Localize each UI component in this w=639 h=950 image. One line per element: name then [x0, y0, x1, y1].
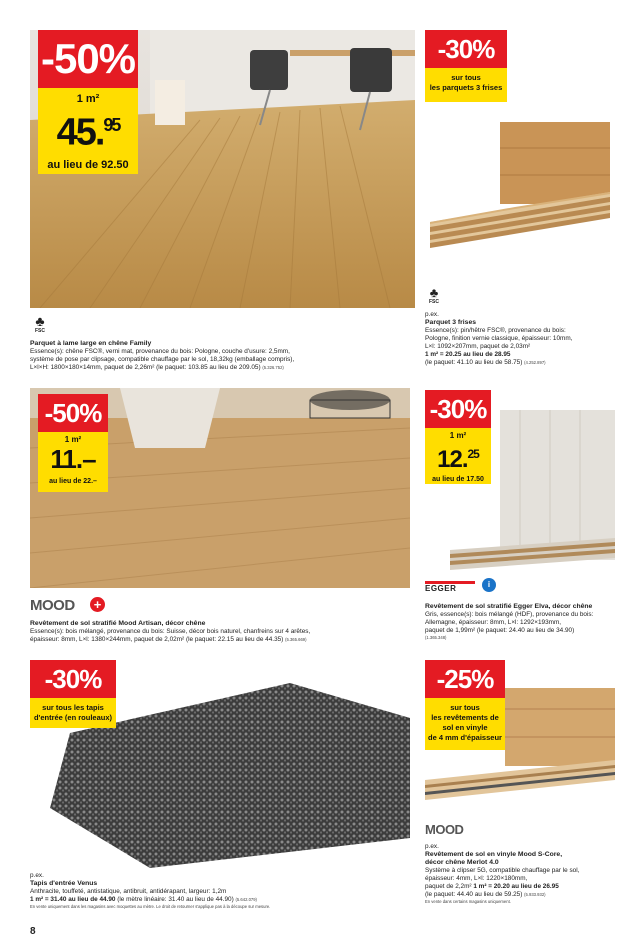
product-line: épaisseur: 8mm, L×l: 1380×244mm, paquet de 2,02m² (le paquet: 22.15 au lieu de 44.35): [30, 636, 284, 643]
mood-s-core-description: [425, 843, 630, 905]
price-line-rest: (le mètre linéaire: 31.40 au lieu de 44.90): [115, 896, 234, 903]
banner-line: sur tous: [451, 73, 481, 82]
price-value: [38, 106, 138, 152]
brand-name: MOOD: [30, 597, 75, 614]
tree-icon: ♣: [35, 313, 45, 329]
price-line: 1 m² = 20.25 au lieu de 28.95: [425, 351, 511, 358]
product-line: (le paquet: 41.10 au lieu de 58.75): [425, 359, 523, 366]
article-number: (5.326.752): [262, 365, 284, 370]
article-number: (5.933.932): [524, 892, 546, 897]
product-line: Pologne, finition vernie classique, épaisseur: 10mm,: [425, 335, 573, 342]
pex-label: p.ex.: [425, 843, 439, 850]
product-line: L×l: 1092×207mm, paquet de 2,03m²: [425, 343, 531, 350]
banner-line: les parquets 3 frises: [429, 83, 503, 92]
fsc-logo: [30, 314, 50, 334]
product-line: (le paquet: 44.40 au lieu de 59.25): [425, 891, 523, 898]
egger-logo: [425, 581, 475, 594]
price-unit: 1 m²: [64, 435, 82, 444]
fsc-label: FSC: [35, 328, 45, 334]
info-icon: i: [482, 578, 496, 592]
pex-label: p.ex.: [425, 311, 439, 318]
egger-elva-description: [425, 603, 625, 641]
price-value: 11.–: [50, 444, 96, 474]
price-tag: [38, 432, 108, 492]
banner-line: sur tous les tapis: [42, 703, 104, 712]
parquet-3-frises-description: [425, 311, 625, 367]
product-line: L×l×H: 1800×180×14mm, paquet de 2,26m² (le paquet: 103.85 au lieu de 209.05): [30, 364, 261, 371]
product-title: Parquet 3 frises: [425, 319, 476, 326]
price-value: [425, 441, 491, 473]
discount-badge: -30%: [425, 390, 491, 428]
price-tag: [425, 428, 491, 484]
brand-name: EGGER: [425, 584, 457, 593]
product-line: Essence(s): bois mélangé, provenance du bois: Suisse, décor bois naturel, chanfreins sur 4 arêtes,: [30, 628, 311, 635]
availability-note: En vente dans certains magasins uniquement.: [425, 899, 511, 904]
discount-banner: [425, 68, 507, 102]
product-line: paquet de 1,99m² (le paquet: 24.40 au lieu de 34.90): [425, 627, 575, 634]
fsc-logo: [425, 286, 443, 305]
article-number: (5.642.079): [235, 897, 257, 902]
price-unit: 1 m²: [449, 431, 467, 440]
banner-line: sol en vinyle: [442, 723, 488, 732]
mood-artisan-description: [30, 620, 420, 644]
brand-name: MOOD: [425, 822, 464, 837]
mood-logo: [425, 822, 463, 837]
banner-line: les revêtements de: [431, 713, 499, 722]
price-cents: 25: [467, 447, 479, 461]
product-line: Essence(s): pin/hêtre FSC®, provenance du bois:: [425, 327, 566, 334]
discount-banner: [30, 698, 116, 728]
product-title: Revêtement de sol stratifié Mood Artisan, décor chêne: [30, 620, 206, 627]
discount-badge: -30%: [425, 30, 507, 68]
banner-line: d'entrée (en rouleaux): [33, 713, 113, 722]
price-main: 12.: [437, 446, 468, 473]
old-price: au lieu de 17.50: [432, 476, 484, 483]
mood-logo: [30, 597, 75, 614]
banner-line: sur tous: [450, 703, 480, 712]
product-line: système de pose par clipsage, compatible chauffage par le sol, 18,32kg (emballage compris),: [30, 356, 295, 363]
price-line: 1 m² = 20.20 au lieu de 26.95: [473, 883, 559, 890]
product-title: Revêtement de sol en vinyle Mood S-Core,: [425, 851, 563, 858]
old-price: au lieu de 92.50: [47, 158, 129, 171]
discount-badge: -25%: [425, 660, 505, 698]
pex-label: p.ex.: [30, 872, 44, 879]
price-tag: [38, 88, 138, 174]
price-line: 1 m² = 31.40 au lieu de 44.90: [30, 896, 116, 903]
product-title: Tapis d'entrée Venus: [30, 880, 98, 887]
price-cents: 95: [103, 115, 120, 135]
discount-badge: -50%: [38, 30, 138, 88]
parquet-3-frises-photo: [425, 122, 610, 262]
price-unit: 1 m²: [76, 93, 100, 105]
product-line: Gris, essence(s): bois mélangé (HDF), provenance du bois:: [425, 611, 594, 618]
availability-note: En vente uniquement dans les magasins avec moquettes au mètre. Le droit de retourner s'applique pas à la découpe sur mesure.: [30, 904, 271, 909]
package-size: paquet de 2,2m²: [425, 883, 474, 890]
product-line: Essence(s): chêne FSC®, verni mat, provenance du bois: Pologne, couche d'usure: 2,5mm,: [30, 348, 290, 355]
old-price: au lieu de 22.–: [49, 478, 97, 485]
tapis-venus-description: [30, 872, 420, 910]
discount-banner: [425, 698, 505, 750]
page-number: 8: [30, 926, 36, 937]
product-title: Parquet à lame large en chêne Family: [30, 340, 152, 347]
article-number: (5.365.669): [285, 637, 307, 642]
banner-line: de 4 mm d'épaisseur: [428, 733, 502, 742]
article-number: (1.365.348): [425, 635, 447, 640]
product-line: Anthracite, touffeté, antistatique, antibruit, antidérapant, largeur: 1,2m: [30, 888, 227, 895]
product-line: épaisseur: 4mm, L×l: 1220×180mm,: [425, 875, 528, 882]
product-line: Système à clipser 5G, compatible chauffage par le sol,: [425, 867, 580, 874]
discount-badge: -50%: [38, 394, 108, 432]
tree-icon: ♣: [429, 285, 439, 300]
product-title: Revêtement de sol stratifié Egger Elva, décor chêne: [425, 603, 593, 610]
family-description: [30, 340, 420, 372]
product-title-line2: décor chêne Merlot 4.0: [425, 859, 499, 866]
discount-badge: -30%: [30, 660, 116, 698]
product-line: Allemagne, épaisseur: 8mm, L×l: 1292×193mm,: [425, 619, 562, 626]
article-number: (4.252.897): [524, 360, 546, 365]
price-main: 45.: [56, 111, 104, 154]
swiss-cross-icon: +: [90, 597, 105, 612]
fsc-label: FSC: [429, 299, 439, 305]
